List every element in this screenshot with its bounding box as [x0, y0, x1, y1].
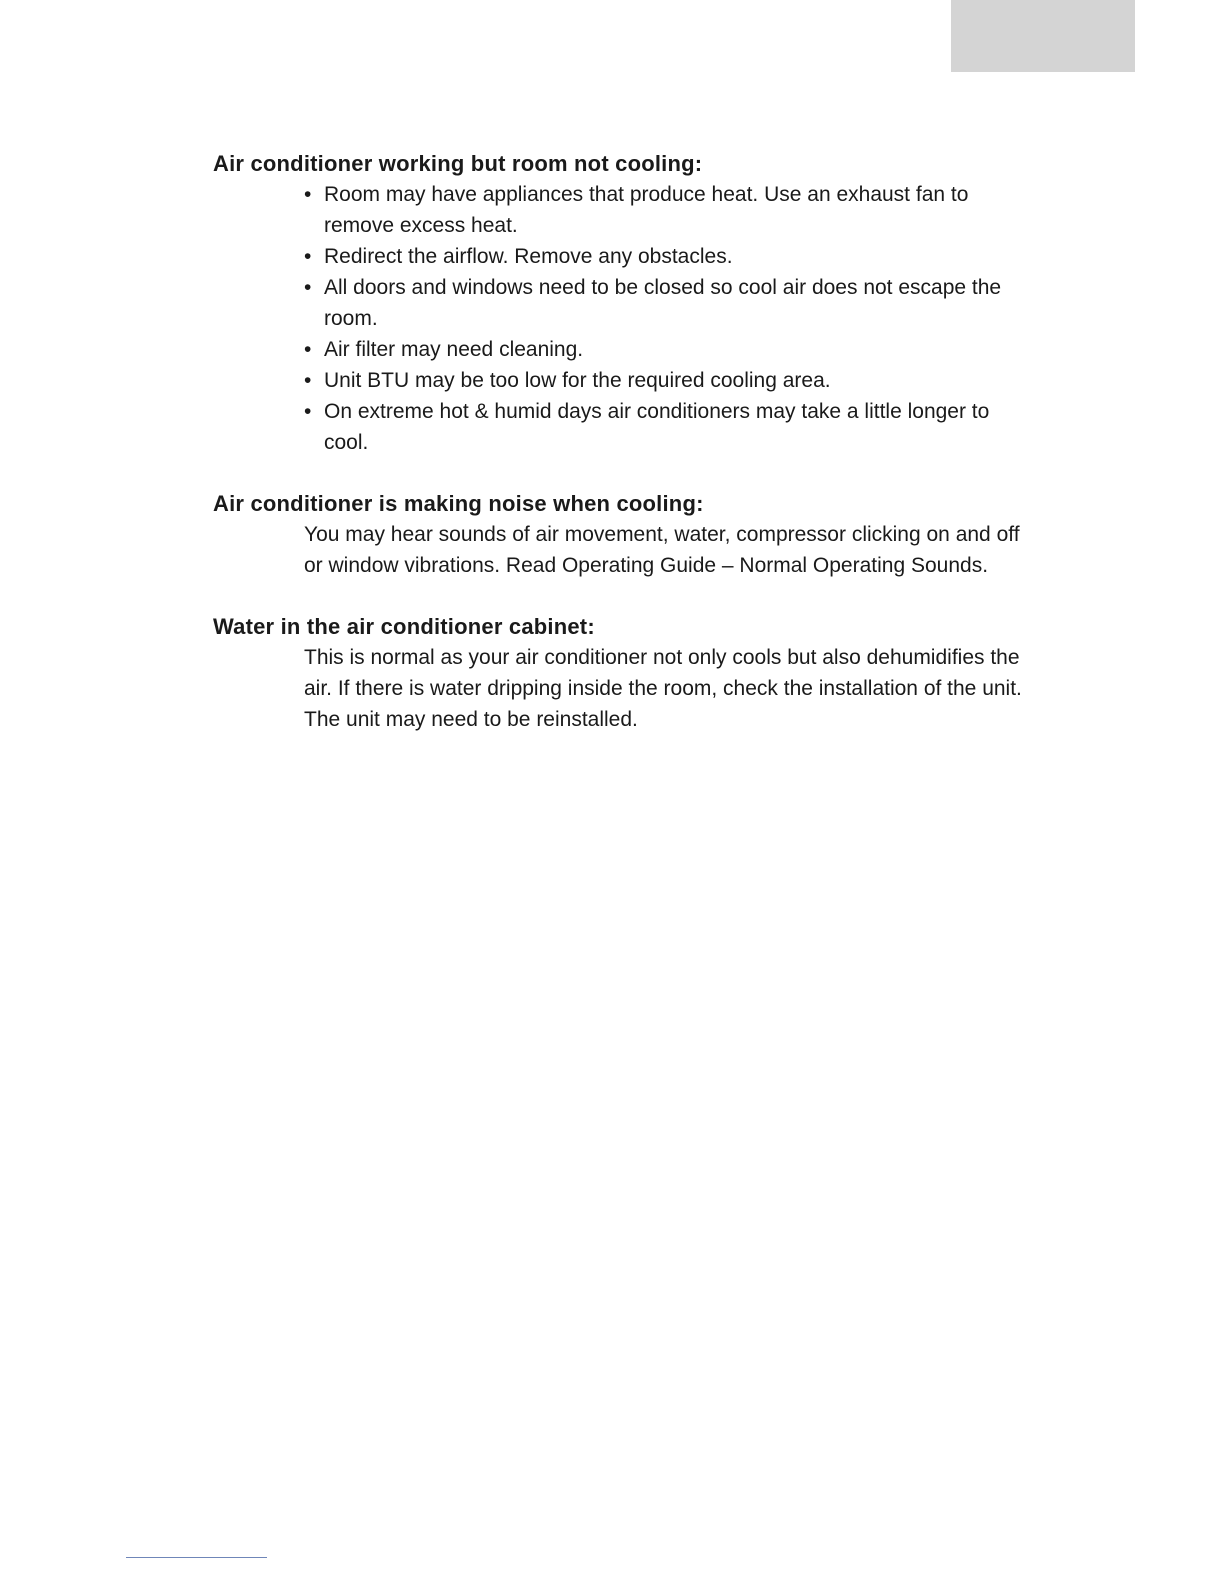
bullet-icon: •	[304, 338, 312, 361]
section-title: Air conditioner working but room not cooling:	[213, 151, 703, 176]
list-item-text: Room may have appliances that produce heat. Use an exhaust fan to remove excess heat.	[324, 183, 969, 237]
footer-rule	[126, 1557, 267, 1558]
bullet-icon: •	[304, 245, 312, 268]
section-room-not-cooling	[213, 148, 1033, 458]
section-title: Air conditioner is making noise when cooling:	[213, 491, 704, 516]
section-water-in-cabinet	[213, 611, 1033, 735]
list-item-text: All doors and windows need to be closed so cool air does not escape the room.	[324, 276, 1002, 330]
section-noise-when-cooling	[213, 488, 1033, 581]
page-tab-marker	[951, 0, 1135, 72]
list-item	[304, 272, 1004, 334]
bullet-list	[213, 179, 1033, 458]
list-item-text: Air filter may need cleaning.	[324, 338, 584, 361]
section-paragraph: This is normal as your air conditioner not only cools but also dehumidifies the air. If there is water dripping inside the room, check the installation of the unit. The unit may need to be reinstalled.	[304, 646, 1022, 731]
list-item-text: Redirect the airflow. Remove any obstacles.	[324, 245, 733, 268]
troubleshooting-content	[213, 148, 1033, 765]
bullet-icon: •	[304, 369, 312, 392]
list-item	[304, 365, 1004, 396]
list-item	[304, 241, 1004, 272]
bullet-icon: •	[304, 183, 312, 206]
list-item	[304, 396, 1004, 458]
bullet-icon: •	[304, 276, 312, 299]
list-item-text: On extreme hot & humid days air conditioners may take a little longer to cool.	[324, 400, 990, 454]
list-item-text: Unit BTU may be too low for the required cooling area.	[324, 369, 831, 392]
section-title: Water in the air conditioner cabinet:	[213, 614, 595, 639]
list-item	[304, 334, 1004, 365]
section-paragraph: You may hear sounds of air movement, water, compressor clicking on and off or window vibrations. Read Operating Guide – Normal Operating Sounds.	[304, 523, 1020, 577]
bullet-icon: •	[304, 400, 312, 423]
list-item	[304, 179, 1004, 241]
